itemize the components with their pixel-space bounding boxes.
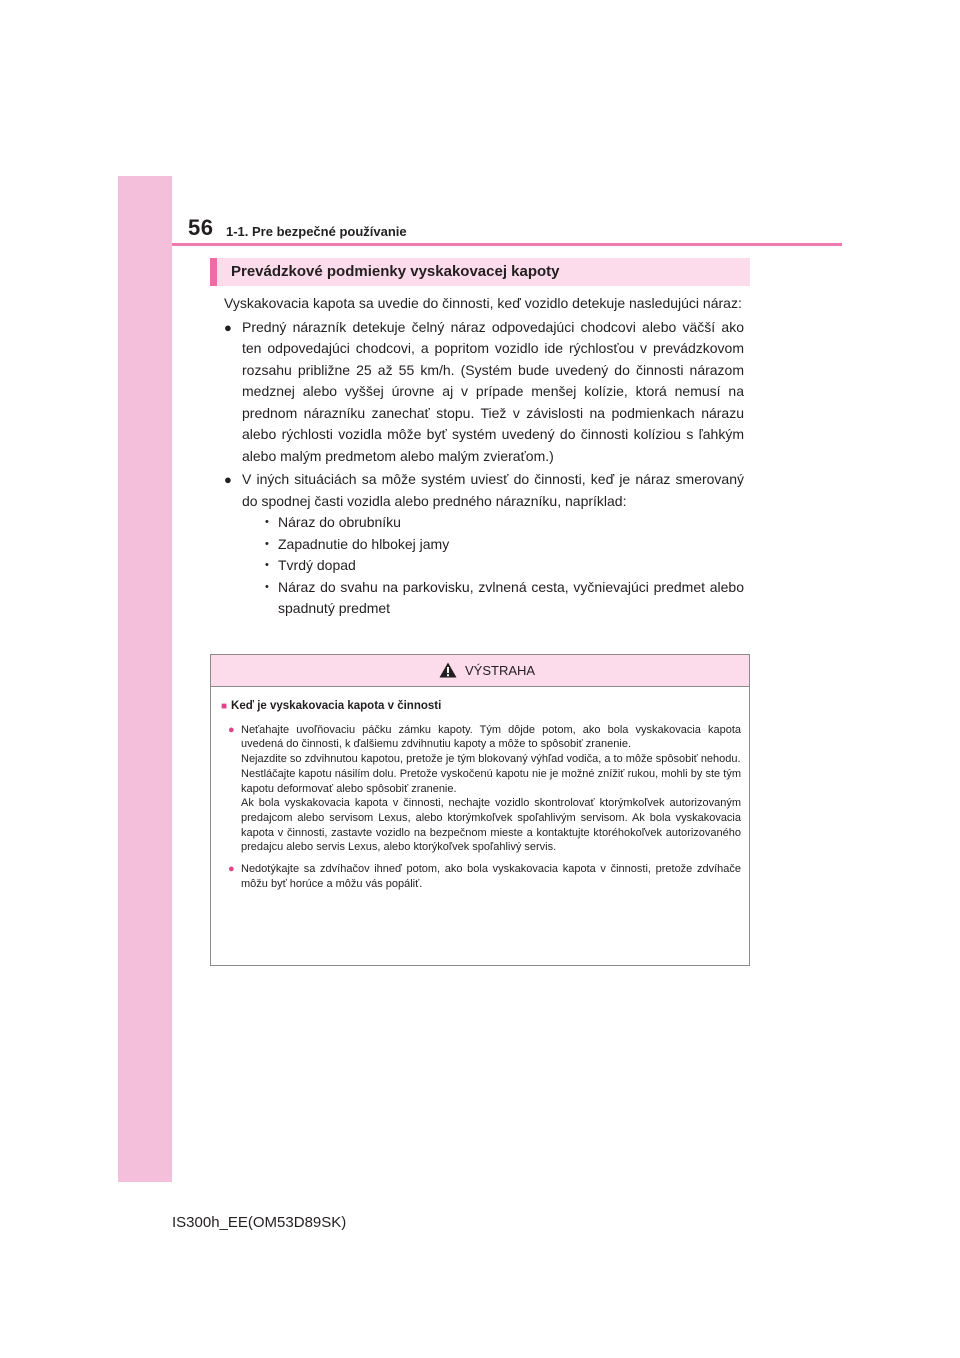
list-item-text: V iných situáciách sa môže systém uviesť do činnosti, keď je náraz smerovaný do spodnej časti vozidla alebo predného nárazníku, napríklad:: [242, 471, 744, 509]
bullet-icon: ●: [224, 472, 232, 487]
sub-list-item: • Tvrdý dopad: [262, 555, 744, 577]
section-heading: Prevádzkové podmienky vyskakovacej kapoty: [231, 263, 560, 280]
square-bullet-icon: ■: [221, 701, 228, 712]
section-heading-box: [210, 258, 750, 286]
warning-box: [210, 654, 750, 966]
warning-item: [221, 862, 741, 891]
warning-header: [211, 655, 749, 687]
body-text: [224, 293, 744, 620]
bullet-icon: ●: [224, 319, 232, 335]
warning-item-text: Ak bola vyskakovacia kapota v činnosti, nechajte vozidlo skontrolovať ktorýmkoľvek autorizovaným predajcom alebo servisom Lexus, alebo ktorýmkoľvek spoľahlivým servisom. Ak bola vyskakovacia kapota v činnosti, zastavte vozidlo na bezpečnom mieste a kontaktujte ktoréhokoľvek autorizovaného predajcu alebo servis Lexus, alebo ktorýkoľvek spoľahlivý servis.: [241, 797, 741, 854]
warning-subheading: [221, 699, 741, 715]
sub-list-item: • Zapadnutie do hlbokej jamy: [262, 534, 744, 556]
sidebar-tab: [118, 176, 172, 1182]
section-title: 1-1. Pre bezpečné používanie: [226, 224, 407, 239]
warning-item: [221, 723, 741, 855]
header-rule: [172, 243, 842, 246]
list-item: [224, 469, 744, 620]
warning-item-text: Nejazdite so zdvihnutou kapotou, pretože je tým blokovaný výhľad vodiča, a to môže spôsobiť nehodu.: [241, 753, 741, 766]
warning-item-text: Nedotýkajte sa zdvíhačov ihneď potom, ako bola vyskakovacia kapota v činnosti, pretože zdvíhače môžu byť horúce a môžu vás popáliť.: [241, 863, 741, 890]
sub-list: [242, 512, 744, 620]
warning-subheading-text: Keď je vyskakovacia kapota v činnosti: [231, 700, 442, 712]
list-item: [224, 317, 744, 468]
intro-paragraph: Vyskakovacia kapota sa uvedie do činnosti, keď vozidlo detekuje nasledujúci náraz:: [224, 295, 742, 311]
bullet-icon: ●: [228, 723, 235, 736]
footer-model-code: IS300h_EE(OM53D89SK): [172, 1214, 347, 1231]
list-item-text: Predný nárazník detekuje čelný náraz odpovedajúci chodcovi alebo väčší ako ten odpovedajúci chodcovi, a popritom vozidlo ide rýchlosťou v prevádzkovom rozsahu približne 25 až 55 km/h. (Systém bude uvedený do činnosti nárazom medznej alebo vyššej úrovne aj v prípade menšej kolízie, ktorá nemusí na prednom nárazníku zanechať stopu. Tiež v závislosti na podmienkach nárazu alebo rýchlosti vozidla môže byť systém uvedený do činnosti kolíziou s ľahkým alebo malým predmetom alebo malým zvieraťom.): [242, 318, 744, 464]
sub-list-item: • Náraz do obrubníku: [262, 512, 744, 534]
bullet-icon: ●: [228, 863, 235, 876]
warning-title: VÝSTRAHA: [465, 663, 536, 678]
warning-item-text: Nestláčajte kapotu násilím dolu. Pretože vyskočenú kapotu nie je možné znížiť rukou, mohli by ste tým kapotu deformovať alebo spôsobiť zranenie.: [241, 767, 741, 795]
warning-body: [211, 687, 749, 891]
page-number: 56: [188, 215, 214, 240]
warning-item-text: Neťahajte uvoľňovaciu páčku zámku kapoty. Tým dôjde potom, ako bola vyskakovacia kapota uvedená do činnosti, k ďalšiemu zdvihnutiu kapoty a môže to spôsobiť zranenie.: [241, 723, 741, 751]
warning-triangle-icon: [439, 662, 457, 678]
sub-list-item: • Náraz do svahu na parkovisku, zvlnená cesta, vyčnievajúci predmet alebo spadnutý predmet: [262, 577, 744, 620]
